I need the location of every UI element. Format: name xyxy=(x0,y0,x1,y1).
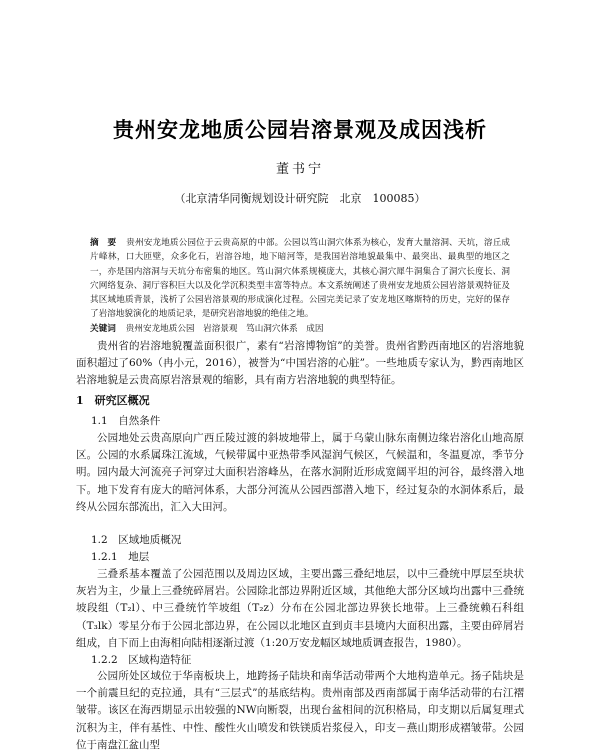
abstract-text: 贵州安龙地质公园位于云贵高原的中部。公园以笃山洞穴体系为核心，发育大量溶洞、天坑，溶丘成片峰林，口大匝壁，众多化石，岩溶谷地，地下暗河等，是我国岩溶地貌最集中、最突出、最典型的地区之一，亦是国内溶洞与天坑分布密集的地区。笃山洞穴体系规模庞大，其核心洞穴犀牛洞集合了洞穴长度长、洞穴网络复杂、洞厅容积巨大以及化学沉积类型丰富等特点。本文系统阐述了贵州安龙地质公园岩溶景观特征及其区域地质背景，浅析了公园岩溶景观的形成演化过程。公园完美记录了安龙地区喀斯特的历史，完好的保存了岩溶地貌演化的地质记录，是研究岩溶地貌的绝佳之地。 xyxy=(90,238,510,320)
intro-paragraph: 贵州省的岩溶地貌覆盖面积很广，素有“岩溶博物馆”的美誉。贵州省黔西南地区的岩溶地貌面积超过了60%（冉小元，2016），被誉为“中国岩溶的心脏”。一些地质专家认为，黔西南地区岩溶地貌是云贵高原岩溶景观的缩影，具有南方岩溶地貌的典型特征。 xyxy=(76,340,524,387)
section-1-2-1-paragraph: 三叠系基本覆盖了公园范围以及周边区域，主要出露三叠纪地层，以中三叠统中厚层至块状灰岩为主，少量上三叠统碎屑岩。公园除北部边界附近区域，其他绝大部分区域均出露中三叠统坡段组（T₂l）、中三叠统竹竿坡组（T₂z）分布在公园北部边界狭长地带。上三叠统赖石科组（T₃lk）零星分布于公园北部边界，在公园以北地区直到贞丰县境内大面积出露，主要由碎屑岩组成，自下而上由海相向陆相逐渐过渡（1:20万安龙幅区域地质调查报告，1980）。 xyxy=(76,568,524,649)
section-heading-1-2-2: 1.2.2 区域构造特征 xyxy=(91,654,192,666)
abstract-block xyxy=(90,236,510,336)
paper-author: 董书宁 xyxy=(275,162,324,177)
keywords-text: 贵州安龙地质公园 岩溶景观 笃山洞穴体系 成因 xyxy=(125,323,324,334)
section-heading-1: 1 研究区概况 xyxy=(76,394,150,407)
keywords-label: 关键词 xyxy=(90,323,116,334)
section-1-1-paragraph: 公园地处云贵高原向广西丘陵过渡的斜坡地带上，属于乌蒙山脉东南侧边缘岩溶化山地高原区。公园的水系属珠江流域，气候带属中亚热带季风湿润气候区，气候温和，冬温夏凉，季节分明。园内最大河流亮子河穿过大面积岩溶峰丛，在落水洞附近形成宽阔平坦的河谷，最终潜入地下。地下发育有庞大的暗河体系，大部分河流从公园西部潜入地下，经过复杂的水洞体系后，最终从公园东部流出，汇入大田河。 xyxy=(76,432,524,513)
section-1-2-2-paragraph: 公园所处区域位于华南板块上，地跨扬子陆块和南华活动带两个大地构造单元。扬子陆块是一个前震旦纪的克拉通，具有“三层式”的基底结构。贵州南部及西南部属于南华活动带的右江褶皱带。该区在海西期显示出较强的NW向断裂，出现台盆相间的沉积格局，印支期以后属复理式沉积为主，伴有基性、中性、酸性火山喷发和铁镁质岩浆侵入，印支－燕山期形成褶皱带。公园位于南盘江盆山型 xyxy=(76,670,524,751)
section-heading-1-2-1: 1.2.1 地层 xyxy=(91,551,150,563)
paper-title: 贵州安龙地质公园岩溶景观及成因浅析 xyxy=(113,118,487,142)
section-heading-1-2: 1.2 区域地质概况 xyxy=(91,534,182,546)
section-heading-1-1: 1.1 自然条件 xyxy=(91,415,161,427)
author-affiliation: （北京清华同衡规划设计研究院 北京 100085） xyxy=(174,192,426,205)
abstract-label: 摘 要 xyxy=(90,238,117,248)
